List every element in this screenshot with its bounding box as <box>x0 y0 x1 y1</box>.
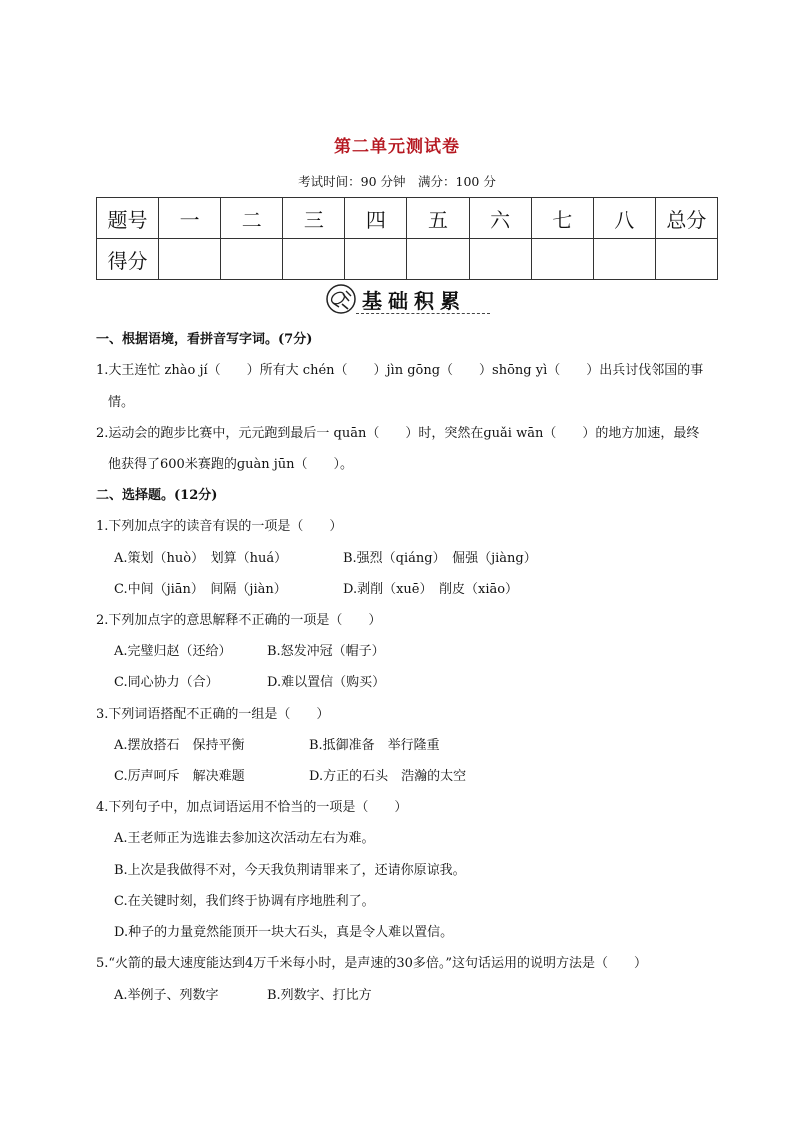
score-header-cell: 一 <box>159 198 221 239</box>
score-header-cell: 八 <box>593 198 655 239</box>
s2-q3-stem: 3.下列词语搭配不正确的一组是（ ） <box>96 707 330 722</box>
s1-q2-line1: 2.运动会的跑步比赛中，元元跑到最后一 quān（ ）时，突然在ɡuǎi wān（ ）的地方加速，最终 <box>96 426 700 441</box>
s2-q5-stem: 5.“火箭的最大速度能达到4万千米每小时，是声速的30多倍。”这句话运用的说明方法是（ ） <box>96 956 648 971</box>
score-header-cell: 四 <box>345 198 407 239</box>
s2-q1-stem: 1.下列加点字的读音有误的一项是（ ） <box>96 519 343 534</box>
s1-q2-line2: 他获得了600米赛跑的ɡuàn jūn（ ）。 <box>108 457 354 472</box>
drum-icon <box>326 284 356 314</box>
s2-q2-option-b: B.怒发冲冠（帽子） <box>267 644 385 659</box>
s2-q5-option-b: B.列数字、打比方 <box>267 988 372 1003</box>
exam-info: 考试时间：90 分钟 满分：100 分 <box>298 174 496 189</box>
s2-q1-option-d: D.剥削（xuē） 削皮（xiāo） <box>343 582 519 597</box>
s2-q3-option-d: D.方正的石头 浩瀚的太空 <box>309 769 467 784</box>
s2-q2-option-a: A.完璧归赵（还给） <box>114 644 232 659</box>
score-cell <box>469 239 531 280</box>
s1-q1-line2: 情。 <box>108 395 135 410</box>
banner-title: 基础积累 <box>362 289 466 313</box>
section-banner <box>326 284 490 316</box>
score-header-cell: 总分 <box>655 198 717 239</box>
s2-q4-option-a: A.王老师正为选谁去参加这次活动左右为难。 <box>114 831 375 846</box>
score-table <box>96 197 718 280</box>
score-header-cell: 五 <box>407 198 469 239</box>
s2-q3-option-a: A.摆放搭石 保持平衡 <box>114 738 245 753</box>
s2-q4-option-d: D.种子的力量竟然能顶开一块大石头，真是令人难以置信。 <box>114 925 454 940</box>
score-cell <box>283 239 345 280</box>
s1-q1-line1: 1.大王连忙 zhào jí（ ）所有大 chén（ ）jìn gōng（ ）shōng yì（ ）出兵讨伐邻国的事 <box>96 363 704 378</box>
s2-q5-option-a: A.举例子、列数字 <box>114 988 219 1003</box>
score-header-cell: 三 <box>283 198 345 239</box>
score-table-header-row <box>97 198 718 239</box>
score-cell <box>407 239 469 280</box>
s2-q4-stem: 4.下列句子中，加点词语运用不恰当的一项是（ ） <box>96 800 408 815</box>
s2-q3-option-b: B.抵御准备 举行隆重 <box>309 738 440 753</box>
score-table-score-row <box>97 239 718 280</box>
s2-q4-option-c: C.在关键时刻，我们终于协调有序地胜利了。 <box>114 894 375 909</box>
score-cell <box>531 239 593 280</box>
score-cell <box>655 239 717 280</box>
s2-q2-stem: 2.下列加点字的意思解释不正确的一项是（ ） <box>96 613 382 628</box>
s2-q1-option-b: B.强烈（qiáng） 倔强（jiàng） <box>343 551 537 566</box>
score-header-cell: 七 <box>531 198 593 239</box>
score-cell <box>221 239 283 280</box>
score-row-label: 得分 <box>97 239 159 280</box>
score-header-cell: 题号 <box>97 198 159 239</box>
section2-heading: 二、选择题。(12分) <box>96 488 218 503</box>
section1-heading: 一、根据语境，看拼音写字词。(7分) <box>96 332 313 347</box>
page-title: 第二单元测试卷 <box>334 137 460 157</box>
score-header-cell: 六 <box>469 198 531 239</box>
s2-q3-option-c: C.厉声呵斥 解决难题 <box>114 769 245 784</box>
s2-q4-option-b: B.上次是我做得不对，今天我负荆请罪来了，还请你原谅我。 <box>114 863 466 878</box>
banner-underline <box>356 313 490 314</box>
score-header-cell: 二 <box>221 198 283 239</box>
score-cell <box>593 239 655 280</box>
s2-q1-option-a: A.策划（huò） 划算（huá） <box>114 551 288 566</box>
s2-q2-option-d: D.难以置信（购买） <box>267 675 386 690</box>
s2-q1-option-c: C.中间（jiān） 间隔（jiàn） <box>114 582 287 597</box>
score-cell <box>345 239 407 280</box>
s2-q2-option-c: C.同心协力（合） <box>114 675 219 690</box>
score-cell <box>159 239 221 280</box>
